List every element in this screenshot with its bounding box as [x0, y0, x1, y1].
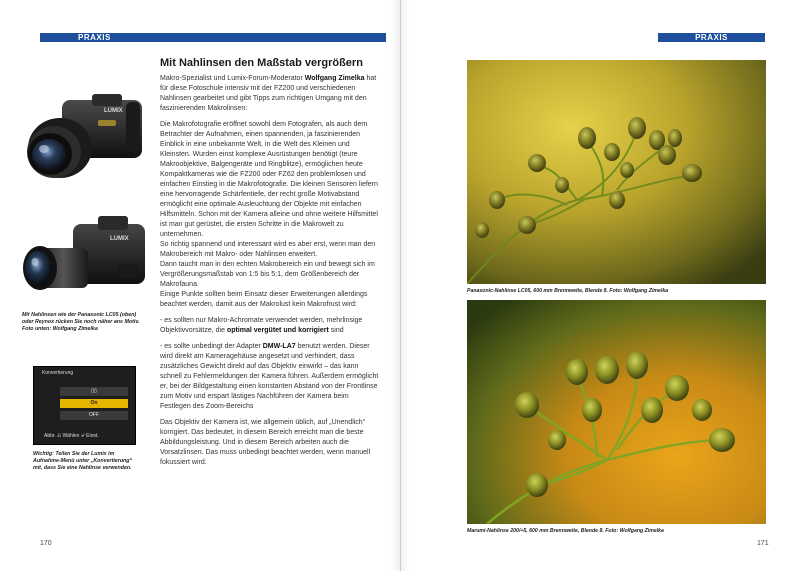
article-body: [160, 74, 380, 474]
menu-title: Konvertierung: [42, 370, 74, 376]
menu-footer: Abbr. ⎌ Wählen ⏎ Einst.: [44, 433, 99, 439]
page-number-right: 171: [757, 540, 769, 547]
author-name: Wolfgang Zimelka: [304, 75, 365, 82]
intro-paragraph: Makro-Spezialist und Lumix-Forum-Moderator Wolfgang Zimelka hat für diese Fotoschule intensiv mit der FZ200 und verschiedenen Nahlinsen gearbeitet und gibt Tipps zum richtigen Umgang mit den faszinierenden Makrolinsen:: [160, 75, 377, 112]
photo-caption-2: Marumi-Nahlinse 200/+5, 600 mm Brennweite, Blende 8. Foto: Wolfgang Zimelka: [467, 528, 664, 534]
macro-paragraph: Die Makrofotografie eröffnet sowohl dem Fotografen, als auch dem Betrachter der Aufnahmen, einen spannenden, ja faszinierenden Einblick in eine unbekannte Welt, in die Welt des Kleinen und Kleinsten. Wurden einst komplexe Ausrüstungen benötigt (teure Makroobjektive, Balgengeräte und Ringblitze), ermöglichen heute Kompaktkameras wie die FZ200 oder FZ62 den problemlosen und einfachen Einstieg in die Makrofotografie. Die kleinen Sensoren liefern eine hervorragende Schärfentiefe, der recht große Motivabstand ermöglicht eine optimale Ausleuchtung der Objekte mit einfachen Hilfsmitteln. Schon mit der Kamera alleine und ohne weitere Hilfsmittel ist man gut gerüstet, die ersten Schritte in die Makrowelt zu unternehmen.: [160, 121, 378, 238]
svg-text:LUMIX: LUMIX: [110, 236, 129, 242]
macro-photo-buds-2: [467, 300, 766, 524]
menu-caption: Wichtig: Teilen Sie der Lumix im Aufnahme-Menü unter „Konvertierung“ mit, dass Sie eine Nahlinse verwenden.: [33, 451, 133, 471]
bullet-achromate: - es sollten nur Makro-Achromate verwendet werden, mehrlinsige Objektivvorsätze, die optimal vergütet und korrigiert sind: [160, 317, 363, 334]
section-label: PRAXIS: [78, 33, 111, 42]
photo-caption-1: Panasonic-Nahlinse LC05, 600 mm Brennweite, Blende 8. Foto: Wolfgang Zimelka: [467, 288, 669, 294]
bullet-adapter: - es sollte unbedingt der Adapter DMW-LA7 benutzt werden. Dieser wird direkt am Kameragehäuse angesetzt und verhindert, dass zusätzliches Gewicht direkt auf das Objektiv einwirkt – das kann schnell zu Fehlermeldungen der Kamera führen. Außerdem ermöglicht er, bei der Bildgestaltung einen konstanten Abstand von der Frontlinse zum Motiv und erspart lästiges Nachführen der Kamera beim Festlegen des Zoom-Bereichs: [160, 343, 379, 410]
dive-paragraph: Dann taucht man in den echten Makrobereich ein und bewegt sich im Vergrößerungsmaßstab von 1:5 bis 5:1, dem Größenbereich der Makrofauna.: [160, 261, 375, 288]
camera-menu-screenshot: [33, 366, 136, 445]
section-label-right: PRAXIS: [695, 33, 728, 42]
camera-caption: Mit Nahlinsen wie der Panasonic LC05 (oben) oder Reynox rücken Sie noch näher ans Motiv. Foto unten: Wolfgang Zimelka: [22, 312, 140, 332]
infinity-paragraph: Das Objektiv der Kamera ist, wie allgemein üblich, auf „Unendlich“ korrigiert. Das bedeutet, in diesem Bereich erreicht man die beste Abbildungsleistung. Und in diesem Bereich arbeiten auch die Vorsatzlinsen. Das muss unbedingt beachtet werden, wenn manuell fokussiert wird.: [160, 419, 371, 466]
page-number-left: 170: [40, 540, 52, 547]
converter-lens-icon: ▯▯: [91, 388, 97, 394]
section-banner: [40, 33, 386, 42]
menu-option-on: On: [60, 399, 128, 408]
book-gutter: [390, 0, 410, 571]
exciting-paragraph: So richtig spannend und interessant wird es aber erst, wenn man den Makrobereich mit Makro- oder Nahlinsen erweitert.: [160, 241, 376, 258]
camera-photo-top: [22, 90, 152, 190]
points-paragraph: Einige Punkte sollten beim Einsatz dieser Erweiterungen allerdings beachtet werden, damit aus der Makrolust kein Makrofrust wird:: [160, 291, 368, 308]
camera-brand-label: LUMIX: [104, 108, 123, 114]
menu-option-lens-icon: [60, 387, 128, 396]
camera-photo-bottom: [18, 210, 152, 310]
menu-option-off: OFF: [60, 411, 128, 420]
article-title: Mit Nahlinsen den Maßstab vergrößern: [160, 57, 363, 69]
macro-photo-buds-1: [467, 60, 766, 284]
right-page: [400, 0, 800, 571]
section-banner-right: [658, 33, 765, 42]
